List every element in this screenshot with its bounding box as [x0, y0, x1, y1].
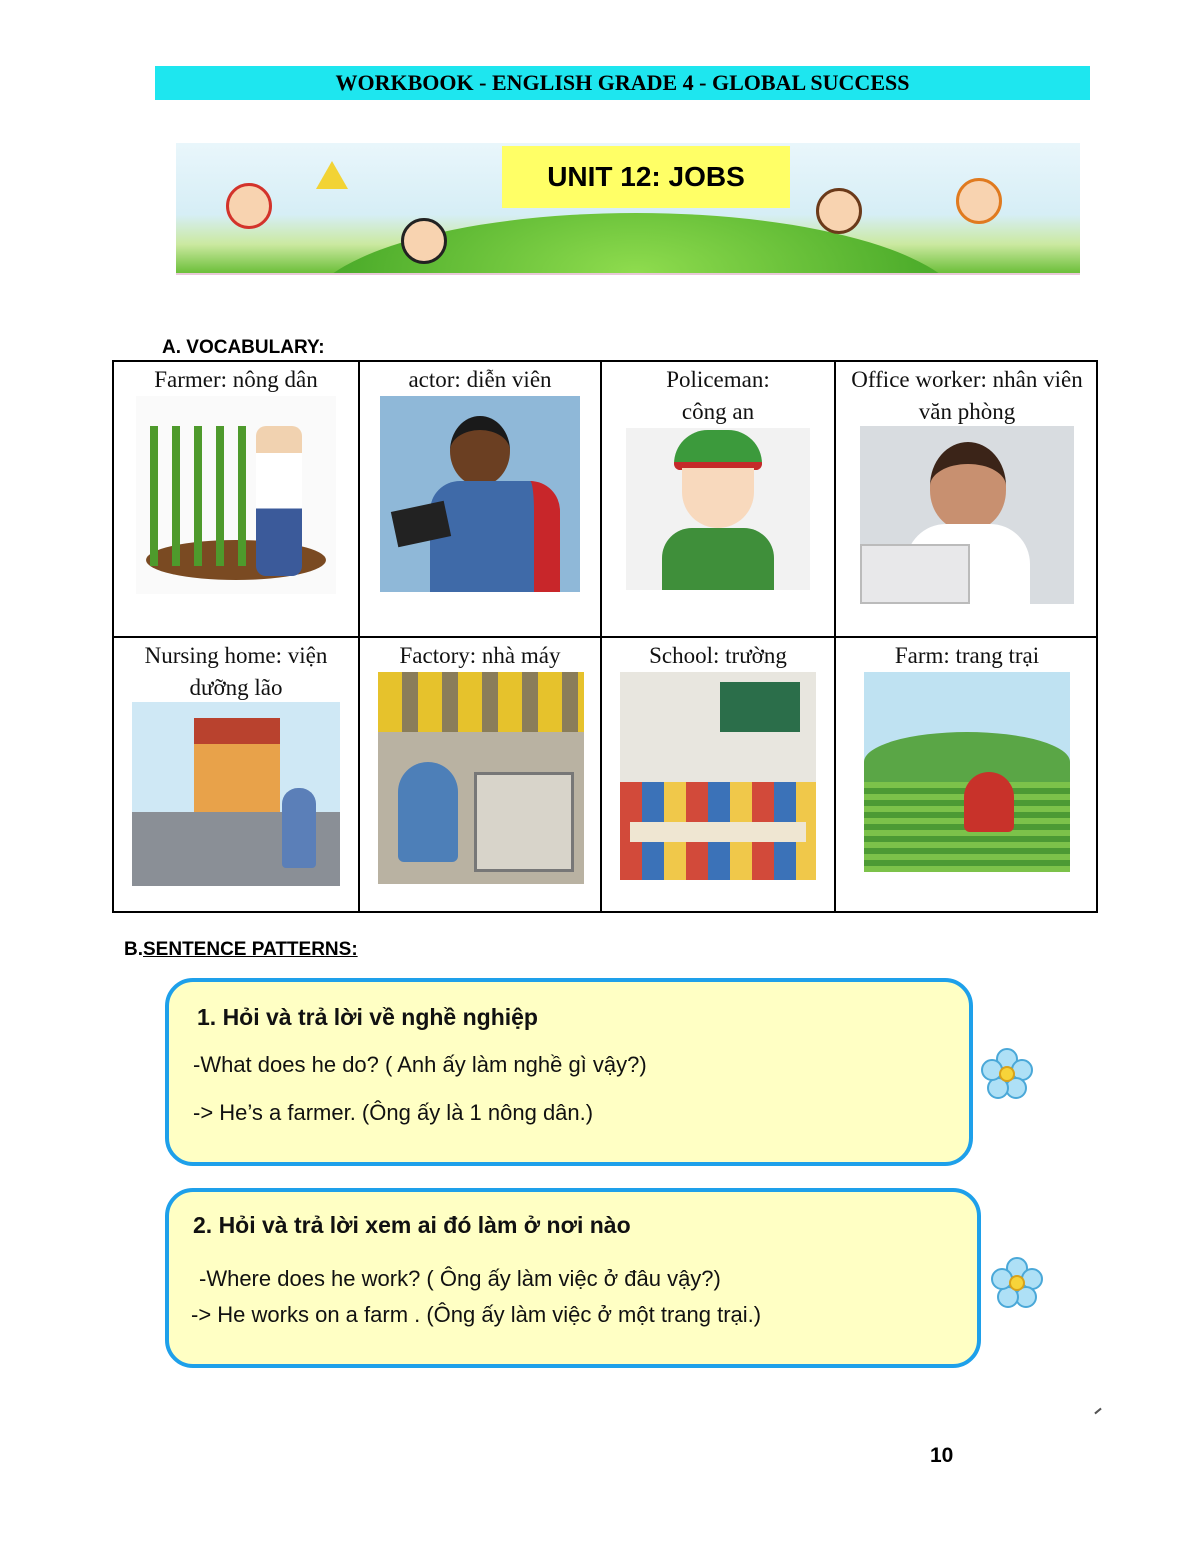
triangle-icon — [316, 161, 348, 189]
page-number: 10 — [930, 1444, 954, 1467]
vocab-cell-nursing-home — [114, 638, 360, 911]
heading-text: SENTENCE PATTERNS: — [143, 939, 358, 960]
school-image — [620, 672, 816, 880]
factory-image — [378, 672, 584, 884]
pattern-box-workplace — [165, 1188, 981, 1368]
vocab-label: Policeman: công an — [666, 367, 770, 424]
vocab-label: Farm: trang trại — [894, 643, 1040, 668]
office-worker-image — [860, 426, 1074, 604]
flower-icon — [980, 1048, 1034, 1102]
pattern-title: 1. Hỏi và trả lời về nghề nghiệp — [197, 1004, 538, 1030]
sentence-patterns-heading — [124, 939, 358, 961]
pattern-title: 2. Hỏi và trả lời xem ai đó làm ở nơi nào — [193, 1212, 631, 1238]
pattern-question: -Where does he work? ( Ông ấy làm việc ở đâu vậy?) — [199, 1266, 721, 1291]
vocab-label: actor: diễn viên — [408, 367, 552, 392]
vocab-cell-policeman — [602, 362, 836, 638]
pattern-answer: -> He works on a farm . (Ông ấy làm việc ở một trang trại.) — [191, 1302, 762, 1327]
vocab-cell-farmer — [114, 362, 360, 638]
vocab-cell-farm — [836, 638, 1098, 911]
vocab-label: Office worker: nhân viên văn phòng — [851, 367, 1083, 424]
farm-image — [864, 672, 1070, 872]
child-figure — [226, 183, 272, 229]
nursing-home-image — [132, 702, 340, 886]
vocab-label: Factory: nhà máy — [399, 643, 561, 668]
policeman-image — [626, 428, 810, 590]
stray-mark — [1094, 1408, 1101, 1415]
vocab-label: School: trường — [649, 643, 787, 668]
unit-title: UNIT 12: JOBS — [502, 146, 790, 208]
vocab-cell-factory — [360, 638, 602, 911]
vocab-cell-office-worker — [836, 362, 1098, 638]
flower-icon — [990, 1257, 1044, 1311]
vocab-label: Nursing home: viện dưỡng lão — [144, 643, 328, 700]
pattern-question: -What does he do? ( Anh ấy làm nghề gì vậy?) — [193, 1052, 647, 1077]
child-figure — [956, 178, 1002, 224]
vocab-cell-school — [602, 638, 836, 911]
vocab-cell-actor — [360, 362, 602, 638]
pattern-answer: -> He’s a farmer. (Ông ấy là 1 nông dân.) — [193, 1100, 594, 1125]
pattern-box-occupation — [165, 978, 973, 1166]
workbook-banner: WORKBOOK - ENGLISH GRADE 4 - GLOBAL SUCCESS — [155, 66, 1090, 100]
vocab-label: Farmer: nông dân — [154, 367, 318, 392]
vocabulary-heading: A. VOCABULARY: — [162, 337, 325, 358]
vocabulary-table — [112, 360, 1098, 913]
farmer-image — [136, 396, 336, 594]
child-figure — [816, 188, 862, 234]
heading-prefix: B. — [124, 939, 143, 960]
child-figure — [401, 218, 447, 264]
actor-image — [380, 396, 580, 592]
